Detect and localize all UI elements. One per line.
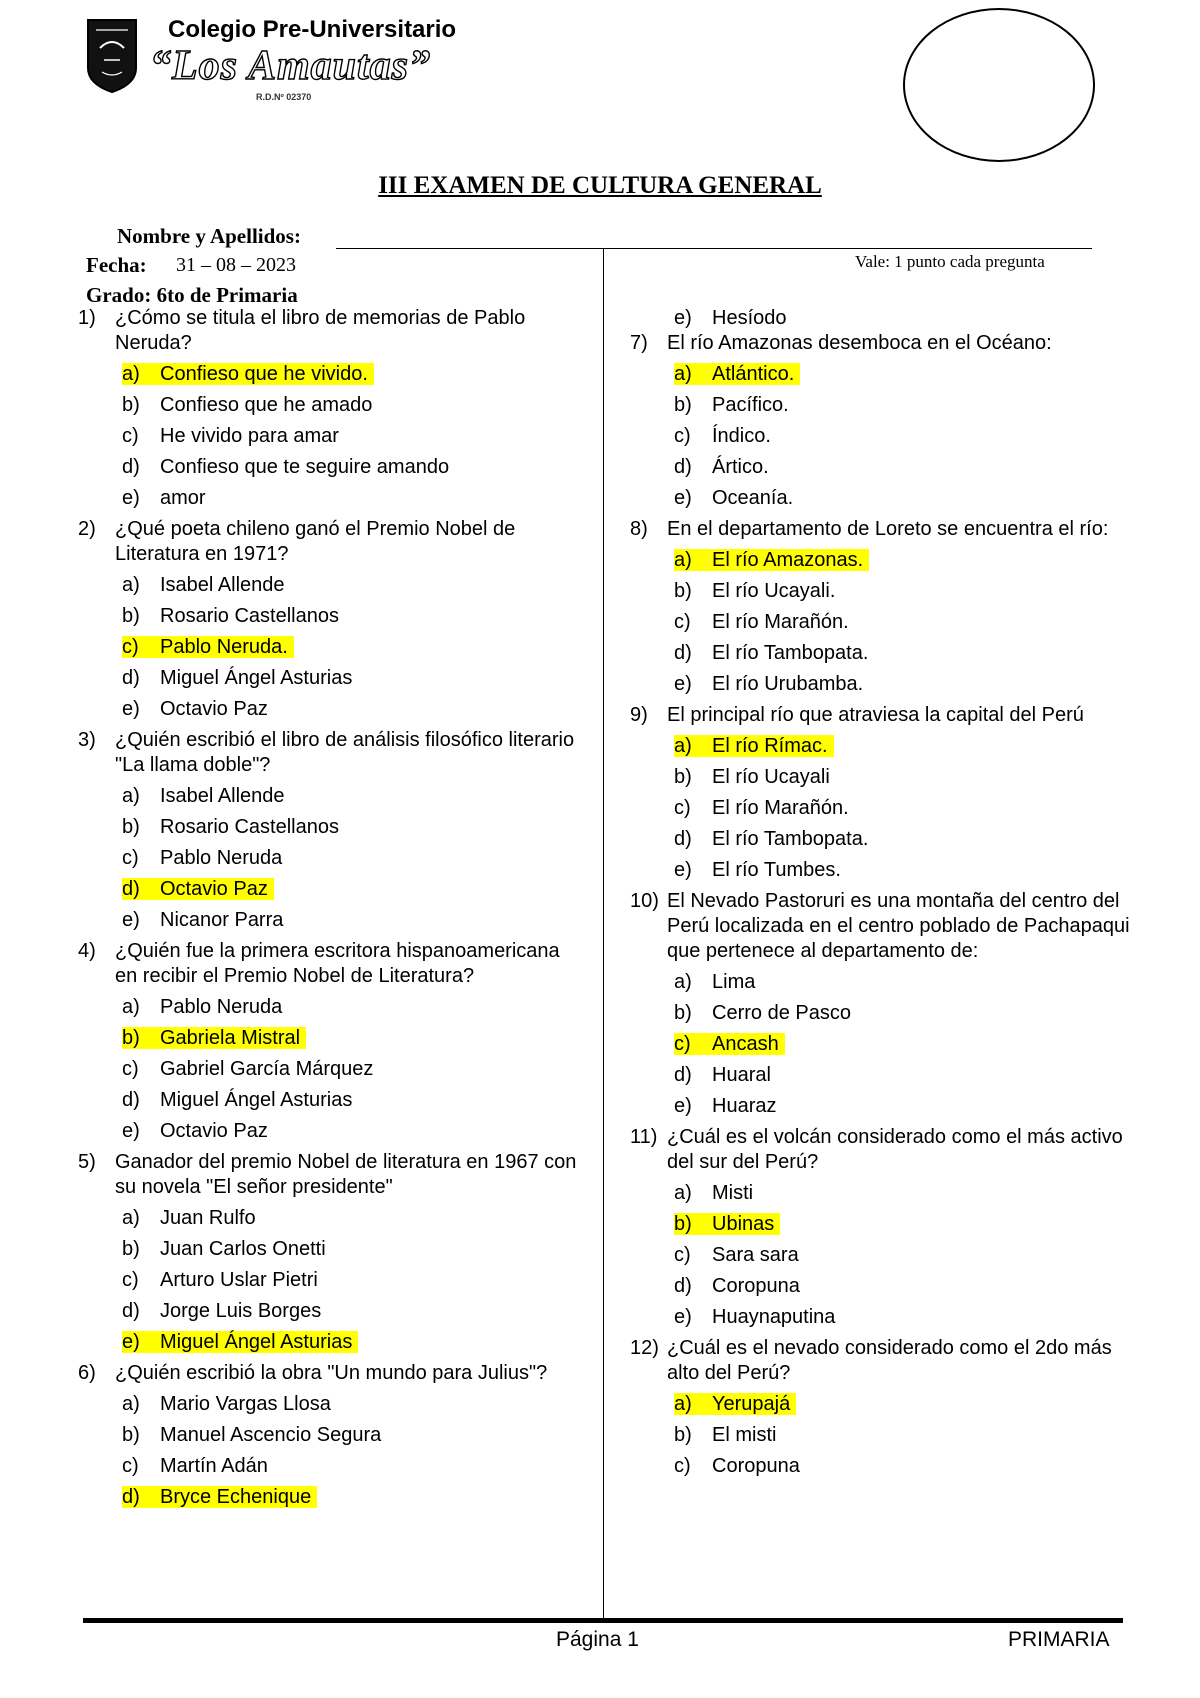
option-letter: b) [122,1238,140,1260]
option-item[interactable] [630,424,1130,449]
question-text: El río Amazonas desemboca en el Océano: [667,332,1052,354]
option-text: Jorge Luis Borges [160,1300,322,1322]
option-letter: c) [674,611,691,633]
option-item[interactable] [78,877,578,902]
option-item[interactable] [630,1243,1130,1268]
question-11 [630,1125,1130,1330]
question-2 [78,517,578,722]
option-letter: b) [122,605,140,627]
question-stem [630,331,1130,356]
option-letter: a) [674,1393,692,1415]
option-item[interactable] [630,1423,1130,1448]
option-text: El río Amazonas. [712,549,864,571]
option-wrap [674,1064,771,1086]
option-item[interactable] [78,1423,578,1448]
highlighted-answer [122,1486,317,1508]
option-letter: c) [674,1244,691,1266]
option-text: Rosario Castellanos [160,816,339,838]
option-wrap [674,1275,800,1297]
option-wrap [122,785,285,807]
question-text: En el departamento de Loreto se encuentra el río: [667,518,1109,540]
option-letter: b) [122,1424,140,1446]
option-letter: b) [674,766,692,788]
column-divider [603,249,604,1622]
option-text: Ártico. [712,456,769,478]
school-name: “Los Amautas” [150,43,431,89]
option-wrap [674,1095,776,1117]
option-text: El río Tambopata. [712,642,869,664]
school-crest-icon [86,18,138,94]
option-wrap [122,1058,373,1080]
question-number: 3) [78,729,96,751]
option-text: Octavio Paz [160,1120,268,1142]
option-text: Martín Adán [160,1455,268,1477]
option-item[interactable] [78,1057,578,1082]
question-number: 4) [78,940,96,962]
option-item[interactable] [78,666,578,691]
option-item[interactable] [78,784,578,809]
option-text: Mario Vargas Llosa [160,1393,331,1415]
option-item[interactable] [630,1392,1130,1417]
option-text: Pablo Neruda. [160,636,288,658]
option-item[interactable] [630,1274,1130,1299]
option-item[interactable] [630,455,1130,480]
option-text: Yerupajá [712,1393,791,1415]
option-letter: a) [674,1182,692,1204]
option-text: Confieso que te seguire amando [160,456,450,478]
option-wrap [122,698,268,720]
option-wrap [674,1424,776,1446]
name-label: Nombre y Apellidos: [117,224,301,248]
option-text: Manuel Ascencio Segura [160,1424,382,1446]
option-text: Pacífico. [712,394,789,416]
option-letter: a) [122,363,140,385]
question-1 [78,306,578,511]
level-label: PRIMARIA [1008,1628,1110,1651]
option-letter: e) [674,307,692,329]
option-text: Atlántico. [712,363,795,385]
option-item[interactable] [630,796,1130,821]
question-text: El principal río que atraviesa la capital del Perú [667,704,1084,726]
option-item[interactable] [630,827,1130,852]
option-item[interactable] [78,908,578,933]
option-text: Isabel Allende [160,574,285,596]
option-text: Ubinas [712,1213,775,1235]
option-item[interactable] [630,486,1130,511]
highlighted-answer [674,735,834,757]
option-item[interactable] [78,604,578,629]
option-letter: a) [674,549,692,571]
grade-label: Grado: 6to de Primaria [86,283,298,307]
option-item[interactable] [630,1454,1130,1479]
highlighted-answer [122,1331,358,1353]
question-number: 8) [630,518,648,540]
option-letter: a) [122,996,140,1018]
option-wrap [674,425,771,447]
option-text: Miguel Ángel Asturias [160,1089,353,1111]
question-text: El Nevado Pastoruri es una montaña del centro del Perú localizada en el centro poblado de Pachapaqui que pertenece al departamento de: [667,890,1130,962]
option-item[interactable] [78,846,578,871]
option-text: Confieso que he vivido. [160,363,368,385]
score-note: Vale: 1 punto cada pregunta [855,252,1045,271]
question-number: 5) [78,1151,96,1173]
option-wrap [122,847,282,869]
question-5 [78,1150,578,1355]
option-text: Juan Carlos Onetti [160,1238,326,1260]
question-number: 1) [78,307,96,329]
option-text: El río Urubamba. [712,673,864,695]
option-letter: d) [122,456,140,478]
option-letter: a) [674,735,692,757]
option-text: Nicanor Parra [160,909,284,931]
option-text: El río Ucayali [712,766,830,788]
option-text: El río Rímac. [712,735,828,757]
option-letter: d) [122,667,140,689]
option-letter: e) [122,487,140,509]
option-text: Huaynaputina [712,1306,836,1328]
option-text: El río Tambopata. [712,828,869,850]
highlighted-answer [122,363,374,385]
right-column [630,306,1130,1479]
question-stem [78,1361,578,1386]
option-item[interactable] [78,1299,578,1324]
option-item[interactable] [78,1268,578,1293]
option-item[interactable] [630,734,1130,759]
option-text: Coropuna [712,1455,800,1477]
question-number: 2) [78,518,96,540]
question-number: 12) [630,1337,659,1359]
option-wrap [122,1269,318,1291]
option-text: Ancash [712,1033,779,1055]
option-text: Huaral [712,1064,771,1086]
option-text: Miguel Ángel Asturias [160,667,353,689]
name-field-line[interactable] [336,248,1092,249]
option-letter: d) [674,828,692,850]
option-letter: e) [122,1120,140,1142]
option-letter: e) [122,909,140,931]
option-letter: d) [122,1089,140,1111]
highlighted-answer [674,1033,785,1055]
option-letter: e) [674,1095,692,1117]
option-wrap [674,673,863,695]
option-wrap [674,766,830,788]
option-item[interactable] [630,610,1130,635]
option-item[interactable] [78,362,578,387]
option-letter: e) [122,1331,140,1353]
page-number: Página 1 [556,1628,639,1651]
option-letter: c) [674,1455,691,1477]
option-item[interactable] [630,1212,1130,1237]
option-item[interactable] [630,1001,1130,1026]
option-item[interactable] [630,1305,1130,1330]
question-4 [78,939,578,1144]
option-item[interactable] [78,455,578,480]
option-letter: c) [674,425,691,447]
option-item[interactable] [78,1237,578,1262]
option-letter: d) [674,642,692,664]
option-item[interactable] [630,1032,1130,1057]
option-item[interactable] [78,1119,578,1144]
option-item[interactable] [78,1026,578,1051]
option-letter: c) [122,1058,139,1080]
question-stem [630,703,1130,728]
option-item[interactable] [630,579,1130,604]
option-wrap [122,667,352,689]
option-text: Lima [712,971,756,993]
option-letter: b) [674,1213,692,1235]
option-text: Miguel Ángel Asturias [160,1331,353,1353]
option-item[interactable] [78,1088,578,1113]
footer-rule [83,1618,1123,1623]
date-value: 31 – 08 – 2023 [176,254,296,276]
option-wrap [122,605,339,627]
question-stem [630,1336,1130,1386]
school-logo [86,16,457,106]
option-item[interactable] [78,393,578,418]
option-item[interactable] [630,1094,1130,1119]
school-registration: R.D.Nº 02370 [256,92,312,102]
option-wrap [674,1244,799,1266]
option-letter: e) [674,487,692,509]
question-text: Ganador del premio Nobel de literatura en 1967 con su novela "El señor presidente" [115,1151,577,1198]
option-wrap [122,816,339,838]
option-letter: c) [122,425,139,447]
option-letter: e) [674,673,692,695]
option-item[interactable] [630,858,1130,883]
option-text: Octavio Paz [160,698,268,720]
option-text: Pablo Neruda [160,847,283,869]
option-text: Juan Rulfo [160,1207,256,1229]
question-12 [630,1336,1130,1479]
option-wrap [674,487,793,509]
option-text: Misti [712,1182,754,1204]
question-text: ¿Quién escribió el libro de análisis filosófico literario "La llama doble"? [115,729,575,776]
option-text: Octavio Paz [160,878,268,900]
option-item[interactable] [78,995,578,1020]
question-number: 6) [78,1362,96,1384]
option-letter: b) [122,1027,140,1049]
option-text: Índico. [712,425,771,447]
option-item[interactable] [630,362,1130,387]
option-item[interactable] [630,548,1130,573]
question-6 [78,1361,578,1510]
question-stem [78,939,578,989]
option-wrap [674,394,789,416]
question-text: ¿Quién escribió la obra "Un mundo para Julius"? [115,1362,548,1384]
question-stem [78,1150,578,1200]
option-wrap [122,1089,352,1111]
highlighted-answer [674,1213,780,1235]
option-letter: b) [674,394,692,416]
question-stem [630,517,1130,542]
option-letter: c) [122,847,139,869]
highlighted-answer [122,1027,306,1049]
option-item[interactable] [78,1206,578,1231]
option-letter: e) [674,859,692,881]
question-9 [630,703,1130,883]
option-item[interactable] [78,424,578,449]
option-wrap [674,456,769,478]
option-wrap [122,456,449,478]
option-item[interactable] [78,486,578,511]
option-item[interactable] [78,815,578,840]
question-number: 7) [630,332,648,354]
option-wrap [674,1455,800,1477]
option-text: Oceanía. [712,487,794,509]
left-column [78,306,578,1510]
question-stem [630,1125,1130,1175]
option-letter: d) [122,1300,140,1322]
option-item[interactable] [78,1392,578,1417]
question-stem [630,889,1130,964]
question-stem [78,306,578,356]
option-item[interactable] [78,1454,578,1479]
option-text: El misti [712,1424,777,1446]
question-text: ¿Cómo se titula el libro de memorias de Pablo Neruda? [115,307,526,354]
option-item[interactable] [630,970,1130,995]
question-number: 10) [630,890,659,912]
highlighted-answer [122,636,294,658]
question-7 [630,331,1130,511]
option-item[interactable] [630,1063,1130,1088]
option-text: Gabriel García Márquez [160,1058,374,1080]
option-text: Isabel Allende [160,785,285,807]
option-wrap [674,580,835,602]
option-wrap [122,909,283,931]
option-letter: a) [122,574,140,596]
option-wrap [122,574,285,596]
option-letter: d) [122,1486,140,1508]
option-text: Arturo Uslar Pietri [160,1269,318,1291]
question-text: ¿Cuál es el volcán considerado como el más activo del sur del Perú? [667,1126,1123,1173]
question-text: ¿Qué poeta chileno ganó el Premio Nobel de Literatura en 1971? [115,518,516,565]
option-letter: b) [674,580,692,602]
option-text: Rosario Castellanos [160,605,339,627]
option-wrap [674,611,849,633]
option-wrap [122,1455,268,1477]
option-wrap [122,425,339,447]
highlighted-answer [674,363,800,385]
option-wrap [674,642,868,664]
option-text: Coropuna [712,1275,800,1297]
question-stem [78,517,578,567]
option-text: Confieso que he amado [160,394,373,416]
date-label: Fecha: [86,253,147,277]
option-item[interactable] [78,697,578,722]
option-item[interactable] [78,1485,578,1510]
option-letter: c) [122,1269,139,1291]
option-wrap [674,1002,851,1024]
option-item[interactable] [630,765,1130,790]
option-item[interactable] [630,672,1130,697]
question-10 [630,889,1130,1119]
option-letter: e) [122,698,140,720]
option-wrap [122,1207,256,1229]
option-wrap [674,971,755,993]
option-text: amor [160,487,206,509]
option-item[interactable] [630,393,1130,418]
option-text: He vivido para amar [160,425,339,447]
option-letter: a) [122,1207,140,1229]
option-item[interactable] [78,573,578,598]
option-item[interactable] [630,306,1130,331]
option-letter: c) [122,636,139,658]
option-letter: a) [122,1393,140,1415]
option-letter: c) [674,1033,691,1055]
option-letter: b) [674,1002,692,1024]
question-3 [78,728,578,933]
exam-title: III EXAMEN DE CULTURA GENERAL [378,172,822,199]
option-item[interactable] [630,1181,1130,1206]
option-text: Hesíodo [712,307,787,329]
option-letter: a) [122,785,140,807]
option-wrap [674,1182,753,1204]
option-item[interactable] [78,1330,578,1355]
option-wrap [122,394,372,416]
option-wrap [674,859,841,881]
option-letter: a) [674,363,692,385]
option-text: Bryce Echenique [160,1486,312,1508]
question-number: 11) [630,1126,658,1148]
option-text: Cerro de Pasco [712,1002,851,1024]
option-letter: e) [674,1306,692,1328]
option-text: Gabriela Mistral [160,1027,301,1049]
option-wrap [674,797,849,819]
option-wrap [122,1393,331,1415]
option-item[interactable] [630,641,1130,666]
grade-oval [903,8,1095,162]
school-subtitle: Colegio Pre-Universitario [168,16,457,43]
option-wrap [122,1424,381,1446]
option-letter: b) [122,394,140,416]
question-stem [78,728,578,778]
option-wrap [122,1120,268,1142]
option-text: El río Marañón. [712,797,849,819]
option-wrap [674,828,868,850]
option-letter: a) [674,971,692,993]
question-text: ¿Cuál es el nevado considerado como el 2do más alto del Perú? [667,1337,1112,1384]
option-text: El río Tumbes. [712,859,841,881]
option-wrap [122,1238,326,1260]
option-letter: b) [674,1424,692,1446]
option-letter: d) [674,1064,692,1086]
question-number: 9) [630,704,648,726]
option-item[interactable] [78,635,578,660]
question-8 [630,517,1130,697]
option-wrap [122,996,282,1018]
option-letter: d) [674,456,692,478]
option-text: Huaraz [712,1095,777,1117]
highlighted-answer [674,1393,796,1415]
option-letter: c) [122,1455,139,1477]
option-text: El río Ucayali. [712,580,836,602]
option-wrap [122,1300,321,1322]
option-wrap [122,487,206,509]
option-letter: b) [122,816,140,838]
option-letter: d) [122,878,140,900]
option-letter: d) [674,1275,692,1297]
option-text: Pablo Neruda [160,996,283,1018]
option-text: El río Marañón. [712,611,849,633]
option-text: Sara sara [712,1244,799,1266]
highlighted-answer [122,878,274,900]
question-text: ¿Quién fue la primera escritora hispanoamericana en recibir el Premio Nobel de Literatura? [115,940,560,987]
option-wrap [674,1306,835,1328]
option-letter: c) [674,797,691,819]
highlighted-answer [674,549,869,571]
